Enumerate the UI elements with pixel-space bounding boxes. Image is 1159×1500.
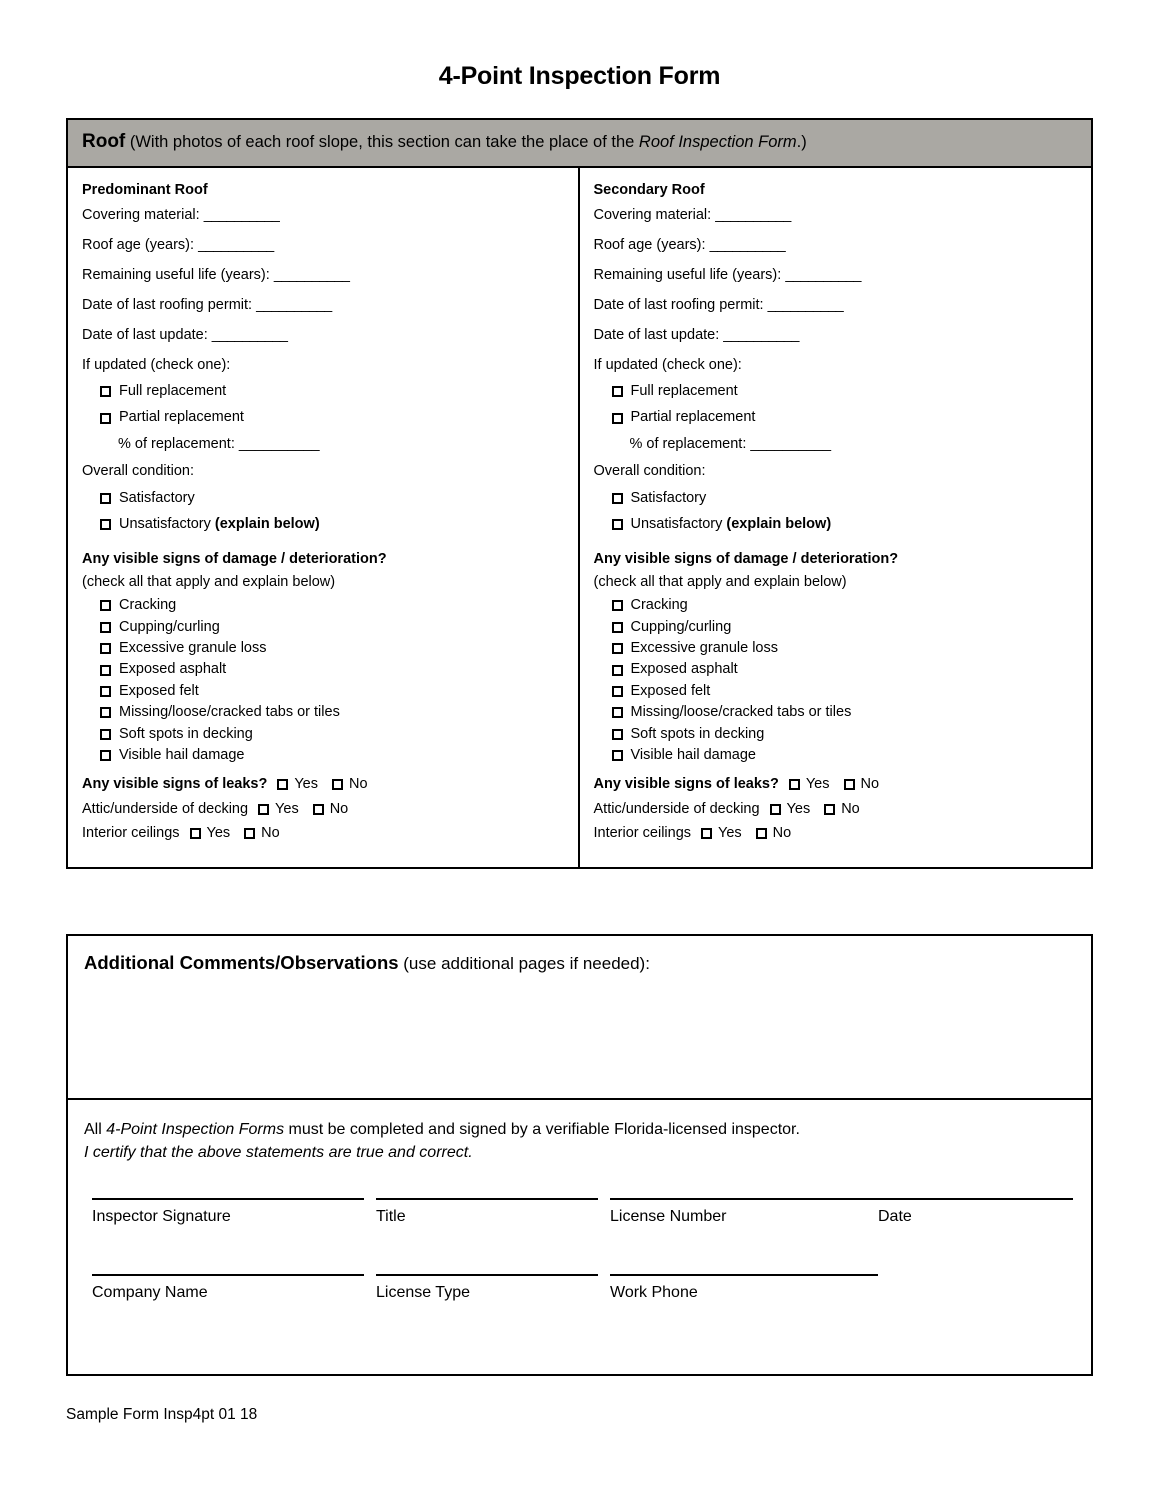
if-updated-label: If updated (check one): [593,356,742,373]
checkbox-damage-visible-hail[interactable] [612,747,1076,764]
leak-label: Attic/underside of decking [82,800,249,817]
checkbox-damage-exposed-asphalt[interactable] [612,661,1076,678]
signature-rule[interactable] [610,1198,878,1200]
checkbox-icon[interactable] [756,828,767,839]
checkbox-label: Missing/loose/cracked tabs or tiles [119,704,340,721]
checkbox-label: Excessive granule loss [119,639,267,656]
checkbox-damage-visible-hail[interactable] [100,747,562,764]
spacer [594,768,1076,776]
checkbox-damage-excessive-granule-loss[interactable] [100,640,562,657]
checkbox-icon[interactable] [612,729,623,740]
field-remaining-useful-life[interactable] [594,267,1076,284]
checkbox-partial-replacement[interactable] [612,409,1076,426]
comments-and-certification-box [66,934,1093,1376]
checkbox-full-replacement[interactable] [612,383,1076,400]
checkbox-icon[interactable] [701,828,712,839]
checkbox-label-text: Unsatisfactory [119,515,215,532]
checkbox-damage-cupping-curling[interactable] [612,619,1076,636]
secondary-roof-title: Secondary Roof [593,181,705,198]
signature-label: License Type [376,1284,470,1302]
overall-condition-label: Overall condition: [593,463,706,480]
checkbox-icon[interactable] [190,828,201,839]
checkbox-icon[interactable] [100,622,111,633]
checkbox-label: Excessive granule loss [630,639,778,656]
checkbox-label: Missing/loose/cracked tabs or tiles [630,704,852,721]
blank-fill-line[interactable]: __________ [203,207,280,224]
leak-label: Interior ceilings [82,825,180,842]
option-label: No [860,776,880,793]
checkbox-label: Full replacement [119,383,227,400]
leak-question-interior-ceilings[interactable] [594,825,1076,842]
cert-italic-form-name: 4-Point Inspection Forms [106,1121,285,1138]
checkbox-full-replacement[interactable] [100,383,562,400]
leak-option-yes[interactable] [258,801,299,818]
option-label: Yes [786,800,811,817]
option-label: No [841,800,860,817]
leak-label: Attic/underside of decking [593,800,760,817]
field-label: Covering material: [593,207,712,224]
checkbox-icon[interactable] [100,665,111,676]
signature-label: License Number [610,1208,727,1226]
checkbox-damage-missing-loose-cracked-tabs[interactable] [100,704,562,721]
checkbox-icon[interactable] [612,750,623,761]
checkbox-icon[interactable] [612,600,623,611]
leak-option-no[interactable] [824,801,860,818]
checkbox-satisfactory[interactable] [612,490,1076,507]
leak-question-visible-signs[interactable] [82,776,562,793]
checkbox-label: Soft spots in decking [630,725,765,742]
predominant-roof-title: Predominant Roof [82,181,208,198]
checkbox-icon[interactable] [100,707,111,718]
predominant-roof-column [68,168,580,868]
checkbox-satisfactory[interactable] [100,490,562,507]
checkbox-damage-exposed-asphalt[interactable] [100,661,562,678]
signature-slot-license-number[interactable] [610,1198,878,1226]
field-label: Roof age (years): [593,237,706,254]
checkbox-damage-exposed-felt[interactable] [612,683,1076,700]
field-percent-replacement[interactable] [630,436,1076,453]
field-last-roofing-permit[interactable] [594,297,1076,314]
field-percent-replacement[interactable] [118,436,562,453]
signature-slot-inspector-signature[interactable] [92,1198,364,1226]
additional-comments-area[interactable] [68,936,1091,1100]
form-footer-id: Sample Form Insp4pt 01 18 [66,1406,258,1423]
signature-rule[interactable] [878,1198,1073,1200]
leak-question-interior-ceilings[interactable] [82,825,562,842]
leak-option-no[interactable] [756,825,792,842]
checkbox-icon[interactable] [612,413,623,424]
leak-option-no[interactable] [844,776,880,793]
blank-fill-line[interactable]: __________ [198,237,274,254]
cert-prefix: All [84,1121,107,1138]
checkbox-label-text: Unsatisfactory [630,515,727,532]
option-label: No [772,825,792,842]
blank-fill-line[interactable]: __________ [211,326,288,343]
checkbox-icon[interactable] [612,622,623,633]
page-title: 4-Point Inspection Form [438,62,721,90]
checkbox-label: Satisfactory [119,489,195,506]
roof-header-text-before: (With photos of each roof slope, this section can take the place of the [125,133,639,151]
checkbox-icon[interactable] [100,413,111,424]
field-label: % of replacement: [629,435,747,452]
checkbox-label: Soft spots in decking [119,725,253,742]
certification-line-1 [84,1118,1075,1141]
field-label: Roof age (years): [82,237,195,254]
checkbox-damage-soft-spots-decking[interactable] [100,726,562,743]
field-last-update[interactable] [594,327,1076,344]
field-last-update[interactable] [82,327,562,344]
checkbox-label-emphasis: (explain below) [726,515,832,532]
damage-question: Any visible signs of damage / deterioration? [82,551,387,568]
cert-suffix: must be completed and signed by a verifiable Florida-licensed inspector. [284,1121,800,1138]
leak-option-no[interactable] [313,801,349,818]
field-label: Remaining useful life (years): [82,266,270,283]
option-label: Yes [718,825,742,842]
field-remaining-useful-life[interactable] [82,267,562,284]
roof-header-italic: Roof Inspection Form [638,133,797,151]
blank-fill-line[interactable]: __________ [767,296,844,313]
checkbox-damage-missing-loose-cracked-tabs[interactable] [612,704,1076,721]
leak-question-visible-signs[interactable] [594,776,1076,793]
checkbox-label: Cupping/curling [119,618,220,635]
roof-header-strong: Roof [82,131,126,152]
comments-title-rest: (use additional pages if needed): [398,954,650,973]
blank-fill-line[interactable]: __________ [715,207,791,224]
checkbox-partial-replacement[interactable] [100,409,562,426]
roof-section-header [68,120,1091,168]
leak-option-yes[interactable] [789,776,830,793]
overall-condition-label: Overall condition: [82,463,195,480]
signature-slot-date[interactable] [878,1198,1073,1226]
signature-label: Date [878,1208,912,1226]
roof-columns [68,168,1091,868]
option-label: No [261,825,280,842]
checkbox-label: Exposed asphalt [630,661,738,678]
option-label: Yes [206,825,231,842]
signature-slot-company-name[interactable] [92,1274,364,1302]
checkbox-label: Satisfactory [630,489,707,506]
signature-rule[interactable] [92,1198,364,1200]
checkbox-icon[interactable] [612,643,623,654]
checkbox-damage-soft-spots-decking[interactable] [612,726,1076,743]
leak-question-attic-underside[interactable] [82,801,562,818]
checkbox-label [631,516,832,533]
leak-label: Interior ceilings [593,825,692,842]
checkbox-damage-exposed-felt[interactable] [100,683,562,700]
blank-fill-line[interactable]: __________ [709,237,786,254]
leak-option-yes[interactable] [277,776,318,793]
blank-fill-line[interactable]: __________ [785,266,861,283]
checkbox-label: Cupping/curling [630,618,732,635]
field-label: Date of last update: [593,326,720,343]
signature-label: Work Phone [610,1284,698,1302]
damage-subtext: (check all that apply and explain below) [82,573,336,590]
checkbox-icon[interactable] [612,665,623,676]
checkbox-damage-cupping-curling[interactable] [100,619,562,636]
certification-area [68,1100,1091,1374]
leak-question-attic-underside[interactable] [594,801,1076,818]
field-label: Covering material: [82,207,200,224]
leak-option-yes[interactable] [190,825,231,842]
option-label: No [329,800,349,817]
field-label: Date of last roofing permit: [593,296,764,313]
signature-grid [84,1198,1075,1358]
checkbox-damage-cracking[interactable] [100,597,562,614]
checkbox-label: Exposed felt [119,682,199,699]
leak-option-yes[interactable] [701,825,742,842]
leak-option-no[interactable] [244,825,280,842]
checkbox-icon[interactable] [789,779,800,790]
signature-rule[interactable] [610,1274,878,1276]
signature-slot-license-type[interactable] [376,1274,598,1302]
checkbox-icon[interactable] [100,386,111,397]
additional-comments-title [84,952,1075,975]
checkbox-icon[interactable] [277,779,288,790]
signature-label: Company Name [92,1284,208,1302]
checkbox-icon[interactable] [332,779,343,790]
field-last-roofing-permit[interactable] [82,297,562,314]
checkbox-icon[interactable] [100,729,111,740]
leak-option-yes[interactable] [770,801,811,818]
option-label: Yes [294,776,318,793]
roof-header-text-after: .) [796,133,807,151]
checkbox-icon[interactable] [100,643,111,654]
checkbox-label: Visible hail damage [119,746,245,763]
field-label: Date of last update: [82,326,208,343]
spacer [82,768,562,776]
field-covering-material[interactable] [82,207,562,224]
field-label: Date of last roofing permit: [82,296,253,313]
option-label: No [349,776,368,793]
certification-line-2: I certify that the above statements are true and correct. [84,1144,473,1162]
checkbox-icon[interactable] [612,386,623,397]
leak-option-no[interactable] [332,776,368,793]
signature-label: Title [376,1208,406,1226]
checkbox-label [119,516,320,533]
signature-slot-title[interactable] [376,1198,598,1226]
checkbox-damage-excessive-granule-loss[interactable] [612,640,1076,657]
roof-section-table [66,118,1093,869]
blank-fill-line[interactable]: __________ [723,326,799,343]
checkbox-icon[interactable] [770,804,781,815]
blank-fill-line[interactable]: __________ [238,435,320,452]
checkbox-label: Exposed felt [630,682,711,699]
field-roof-age[interactable] [594,237,1076,254]
checkbox-label: Visible hail damage [630,746,756,763]
option-label: Yes [275,800,299,817]
checkbox-icon[interactable] [100,686,111,697]
if-updated-label: If updated (check one): [82,356,231,373]
checkbox-unsatisfactory[interactable] [100,516,562,533]
blank-fill-line[interactable]: __________ [750,435,832,452]
signature-label: Inspector Signature [92,1208,231,1226]
checkbox-icon[interactable] [313,804,324,815]
checkbox-label: Partial replacement [630,409,756,426]
signature-rule[interactable] [376,1198,598,1200]
checkbox-label: Cracking [630,597,688,614]
checkbox-icon[interactable] [100,750,111,761]
field-covering-material[interactable] [594,207,1076,224]
field-label: Remaining useful life (years): [593,266,782,283]
checkbox-icon[interactable] [258,804,269,815]
checkbox-icon[interactable] [612,493,623,504]
option-label: Yes [805,776,830,793]
secondary-roof-column [580,168,1092,868]
damage-subtext: (check all that apply and explain below) [593,573,847,590]
field-roof-age[interactable] [82,237,562,254]
checkbox-icon[interactable] [100,600,111,611]
blank-fill-line[interactable]: __________ [273,266,350,283]
checkbox-label: Full replacement [630,383,738,400]
leak-label: Any visible signs of leaks? [82,776,268,793]
checkbox-label: Cracking [119,597,177,614]
checkbox-icon[interactable] [824,804,835,815]
checkbox-label: Partial replacement [119,409,244,426]
signature-rule[interactable] [376,1274,598,1276]
checkbox-icon[interactable] [244,828,255,839]
checkbox-icon[interactable] [612,519,623,530]
checkbox-unsatisfactory[interactable] [612,516,1076,533]
checkbox-icon[interactable] [612,686,623,697]
checkbox-label-emphasis: (explain below) [214,515,320,532]
checkbox-icon[interactable] [612,707,623,718]
blank-fill-line[interactable]: __________ [256,296,332,313]
checkbox-damage-cracking[interactable] [612,597,1076,614]
signature-slot-work-phone[interactable] [610,1274,878,1302]
comments-title-strong: Additional Comments/Observations [84,952,399,973]
checkbox-icon[interactable] [100,519,111,530]
damage-question: Any visible signs of damage / deterioration? [593,551,899,568]
checkbox-icon[interactable] [100,493,111,504]
field-label: % of replacement: [118,435,235,452]
checkbox-label: Exposed asphalt [119,661,227,678]
signature-rule[interactable] [92,1274,364,1276]
leak-label: Any visible signs of leaks? [593,776,779,793]
checkbox-icon[interactable] [844,779,855,790]
